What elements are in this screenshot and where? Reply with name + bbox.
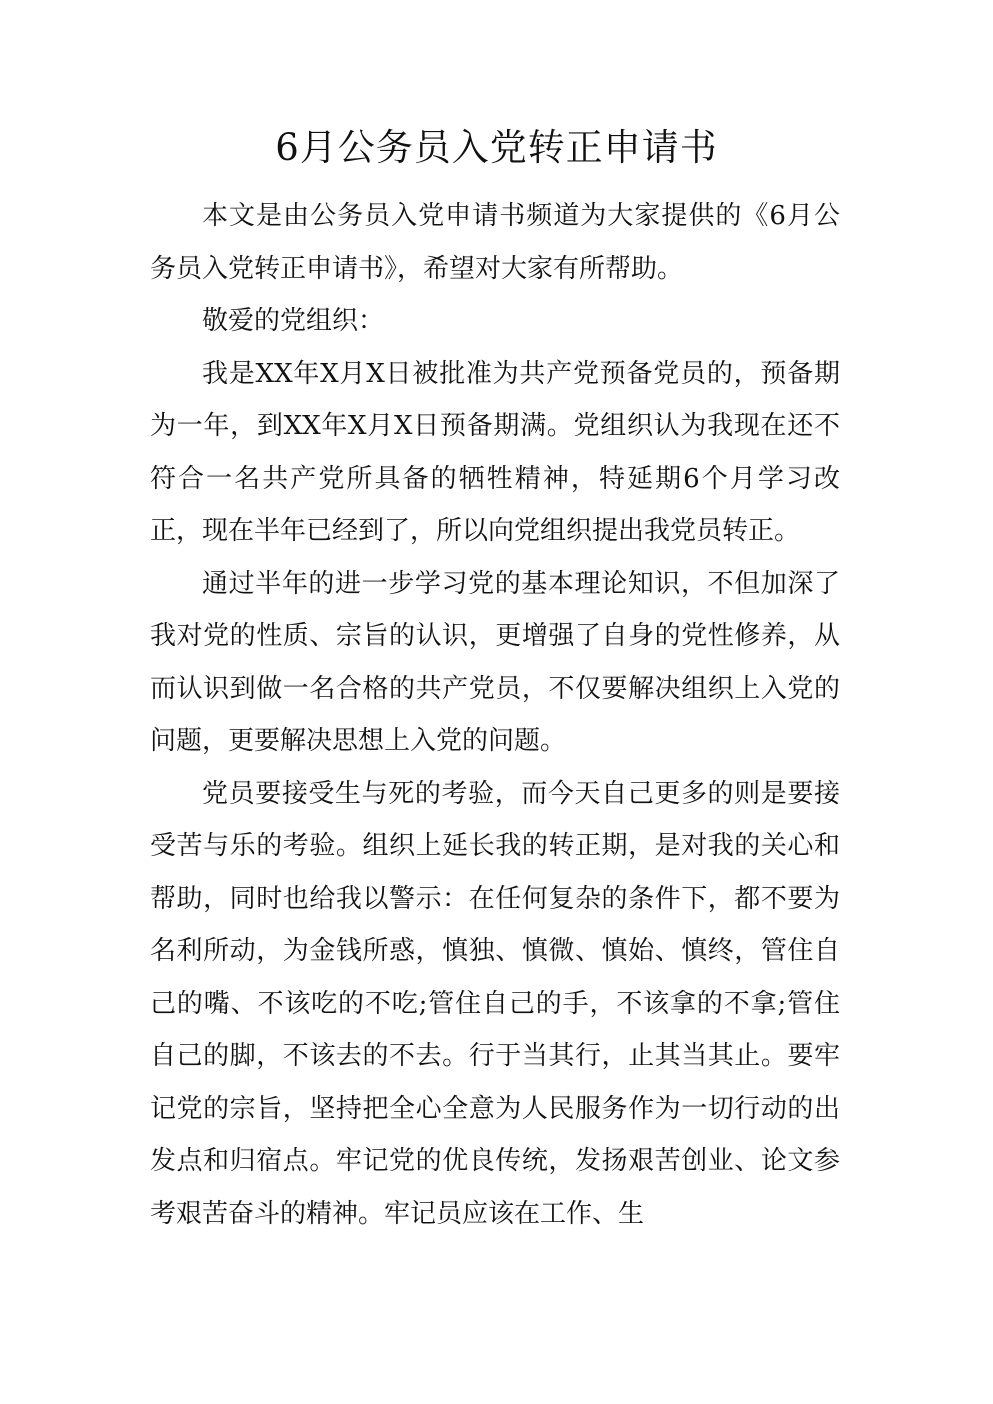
document-body [150,190,840,1240]
paragraph-intro: 本文是由公务员入党申请书频道为大家提供的《6月公务员入党转正申请书》，希望对大家有所帮助。 [150,201,840,284]
paragraph-background: 我是XX年X月X日被批准为共产党预备党员的，预备期为一年，到XX年X月X日预备期满。党组织认为我现在还不符合一名共产党所具备的牺牲精神，特延期6个月学习改正，现在半年已经到了，所以向党组织提出我党员转正。 [150,358,840,546]
paragraph-study: 通过半年的进一步学习党的基本理论知识，不但加深了我对党的性质、宗旨的认识，更增强了自身的党性修养，从而认识到做一名合格的共产党员，不仅要解决组织上入党的问题，更要解决思想上入党的问题。 [150,568,840,756]
document-title: 6月公务员入党转正申请书 [275,126,718,169]
paragraph-commitment: 党员要接受生与死的考验，而今天自己更多的则是要接受苦与乐的考验。组织上延长我的转正期，是对我的关心和帮助，同时也给我以警示：在任何复杂的条件下，都不要为名利所动，为金钱所惑，慎独、慎微、慎始、慎终，管住自己的嘴、不该吃的不吃;管住自己的手，不该拿的不拿;管住自己的脚，不该去的不去。行于当其行，止其当其止。要牢记党的宗旨，坚持把全心全意为人民服务作为一切行动的出发点和归宿点。牢记党的优良传统，发扬艰苦创业、论文参考艰苦奋斗的精神。牢记员应该在工作、生 [150,778,840,1229]
paragraph-salutation: 敬爱的党组织： [202,306,385,336]
